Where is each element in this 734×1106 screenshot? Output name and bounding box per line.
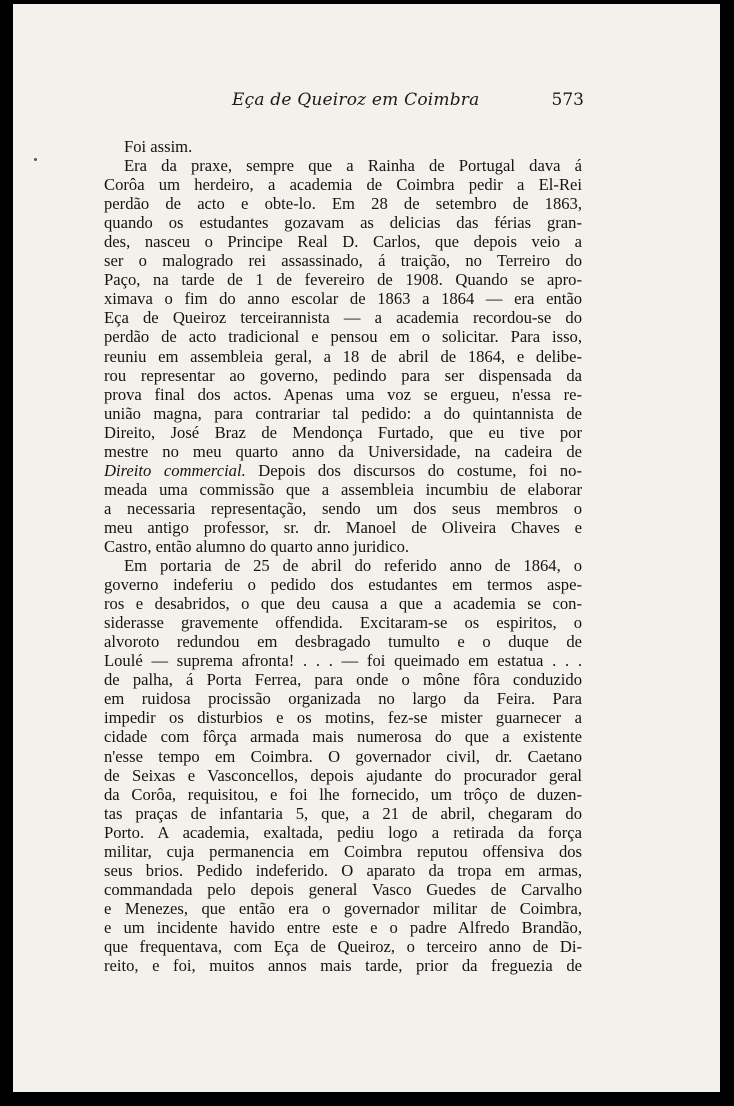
body-text <box>104 137 582 975</box>
running-title: Eça de Queiroz em Coimbra <box>232 90 480 110</box>
text-line: siderasse gravemente offendida. Excitaram-se os espiritos, o <box>104 613 582 633</box>
text-line: impedir os disturbios e os motins, fez-se mister guarnecer a <box>104 708 582 728</box>
text-line: Porto. A academia, exaltada, pediu logo a retirada da força <box>104 822 582 842</box>
text-line: rou representar ao governo, pedindo para ser dispensada da <box>104 365 582 385</box>
text-line: governo indeferiu o pedido dos estudantes em termos aspe- <box>104 575 582 595</box>
scan-speck <box>34 158 37 161</box>
paragraph <box>104 156 582 556</box>
text-line: e Menezes, que então era o governador militar de Coimbra, <box>104 898 582 918</box>
text-line: cidade com fôrça armada mais numerosa do que a existente <box>104 727 582 747</box>
text-line: união magna, para contrariar tal pedido: a do quintannista de <box>104 403 582 423</box>
text-line: da Corôa, requisitou, e foi lhe fornecido, um trôço de duzen- <box>104 784 582 804</box>
text-line: tas praças de infantaria 5, que, a 21 de abril, chegaram do <box>104 803 582 823</box>
text-line: n'esse tempo em Coimbra. O governador civil, dr. Caetano <box>104 746 582 766</box>
text-line: Corôa um herdeiro, a academia de Coimbra pedir a El-Rei <box>104 175 582 195</box>
text-line: perdão de acto tradicional e pensou em o solicitar. Para isso, <box>104 327 582 347</box>
paragraph <box>104 137 582 156</box>
text-line: ser o malogrado rei assassinado, á traição, no Terreiro do <box>104 251 582 271</box>
text-line: reito, e foi, muitos annos mais tarde, prior da freguezia de <box>104 956 582 976</box>
text-line: prova final dos actos. Apenas uma voz se ergueu, n'essa re- <box>104 384 582 404</box>
text-line: reuniu em assembleia geral, a 18 de abril de 1864, e delibe- <box>104 346 582 366</box>
text-line: ros e desabridos, o que deu causa a que a academia se con- <box>104 594 582 614</box>
book-page <box>13 4 720 1092</box>
text-line: Em portaria de 25 de abril do referido anno de 1864, o <box>124 556 582 576</box>
text-line: em ruidosa procissão organizada no largo da Feira. Para <box>104 689 582 709</box>
text-line: seus brios. Pedido indeferido. O aparato da tropa em armas, <box>104 860 582 880</box>
italic-term: Direito commercial. <box>104 460 246 480</box>
text-line: Castro, então alumno do quarto anno juridico. <box>104 536 410 556</box>
text-line: des, nasceu o Principe Real D. Carlos, que depois veio a <box>104 232 582 252</box>
text-line: Paço, na tarde de 1 de fevereiro de 1908. Quando se apro- <box>104 270 582 290</box>
text-line: ximava o fim do anno escolar de 1863 a 1864 — era então <box>104 289 582 309</box>
text-line: Direito commercial. Depois dos discursos do costume, foi no- <box>104 460 582 480</box>
text-line: Era da praxe, sempre que a Rainha de Portugal dava á <box>124 156 582 176</box>
page-number: 573 <box>551 90 584 110</box>
text-line: Foi assim. <box>124 137 193 156</box>
text-line: de Seixas e Vasconcellos, depois ajudante do procurador geral <box>104 765 582 785</box>
text-line: perdão de acto e obte-lo. Em 28 de setembro de 1863, <box>104 194 582 214</box>
text-line: militar, cuja permanencia em Coimbra reputou offensiva dos <box>104 841 582 861</box>
text-line: a necessaria representação, sendo um dos seus membros o <box>104 498 582 518</box>
text-line: de palha, á Porta Ferrea, para onde o mône fôra conduzido <box>104 670 582 690</box>
text-line: commandada pelo depois general Vasco Guedes de Carvalho <box>104 879 582 899</box>
text-line: e um incidente havido entre este e o padre Alfredo Brandão, <box>104 917 582 937</box>
page-header <box>232 90 592 116</box>
text-line: que frequentava, com Eça de Queiroz, o terceiro anno de Di- <box>104 936 582 956</box>
text-line: meu antigo professor, sr. dr. Manoel de Oliveira Chaves e <box>104 517 582 537</box>
text-line: meada uma commissão que a assembleia incumbiu de elaborar <box>104 479 582 499</box>
text-line: Loulé — suprema afronta! . . . — foi queimado em estatua . . . <box>104 651 582 671</box>
text-line: mestre no meu quarto anno da Universidade, na cadeira de <box>104 441 582 461</box>
text-line: alvoroto redundou em desbragado tumulto e o duque de <box>104 632 582 652</box>
text-line: Eça de Queiroz terceirannista — a academia recordou-se do <box>104 308 582 328</box>
text-line: quando os estudantes gozavam as delicias das férias gran- <box>104 213 582 233</box>
text-line: Direito, José Braz de Mendonça Furtado, que eu tive por <box>104 422 582 442</box>
paragraph <box>104 556 582 975</box>
